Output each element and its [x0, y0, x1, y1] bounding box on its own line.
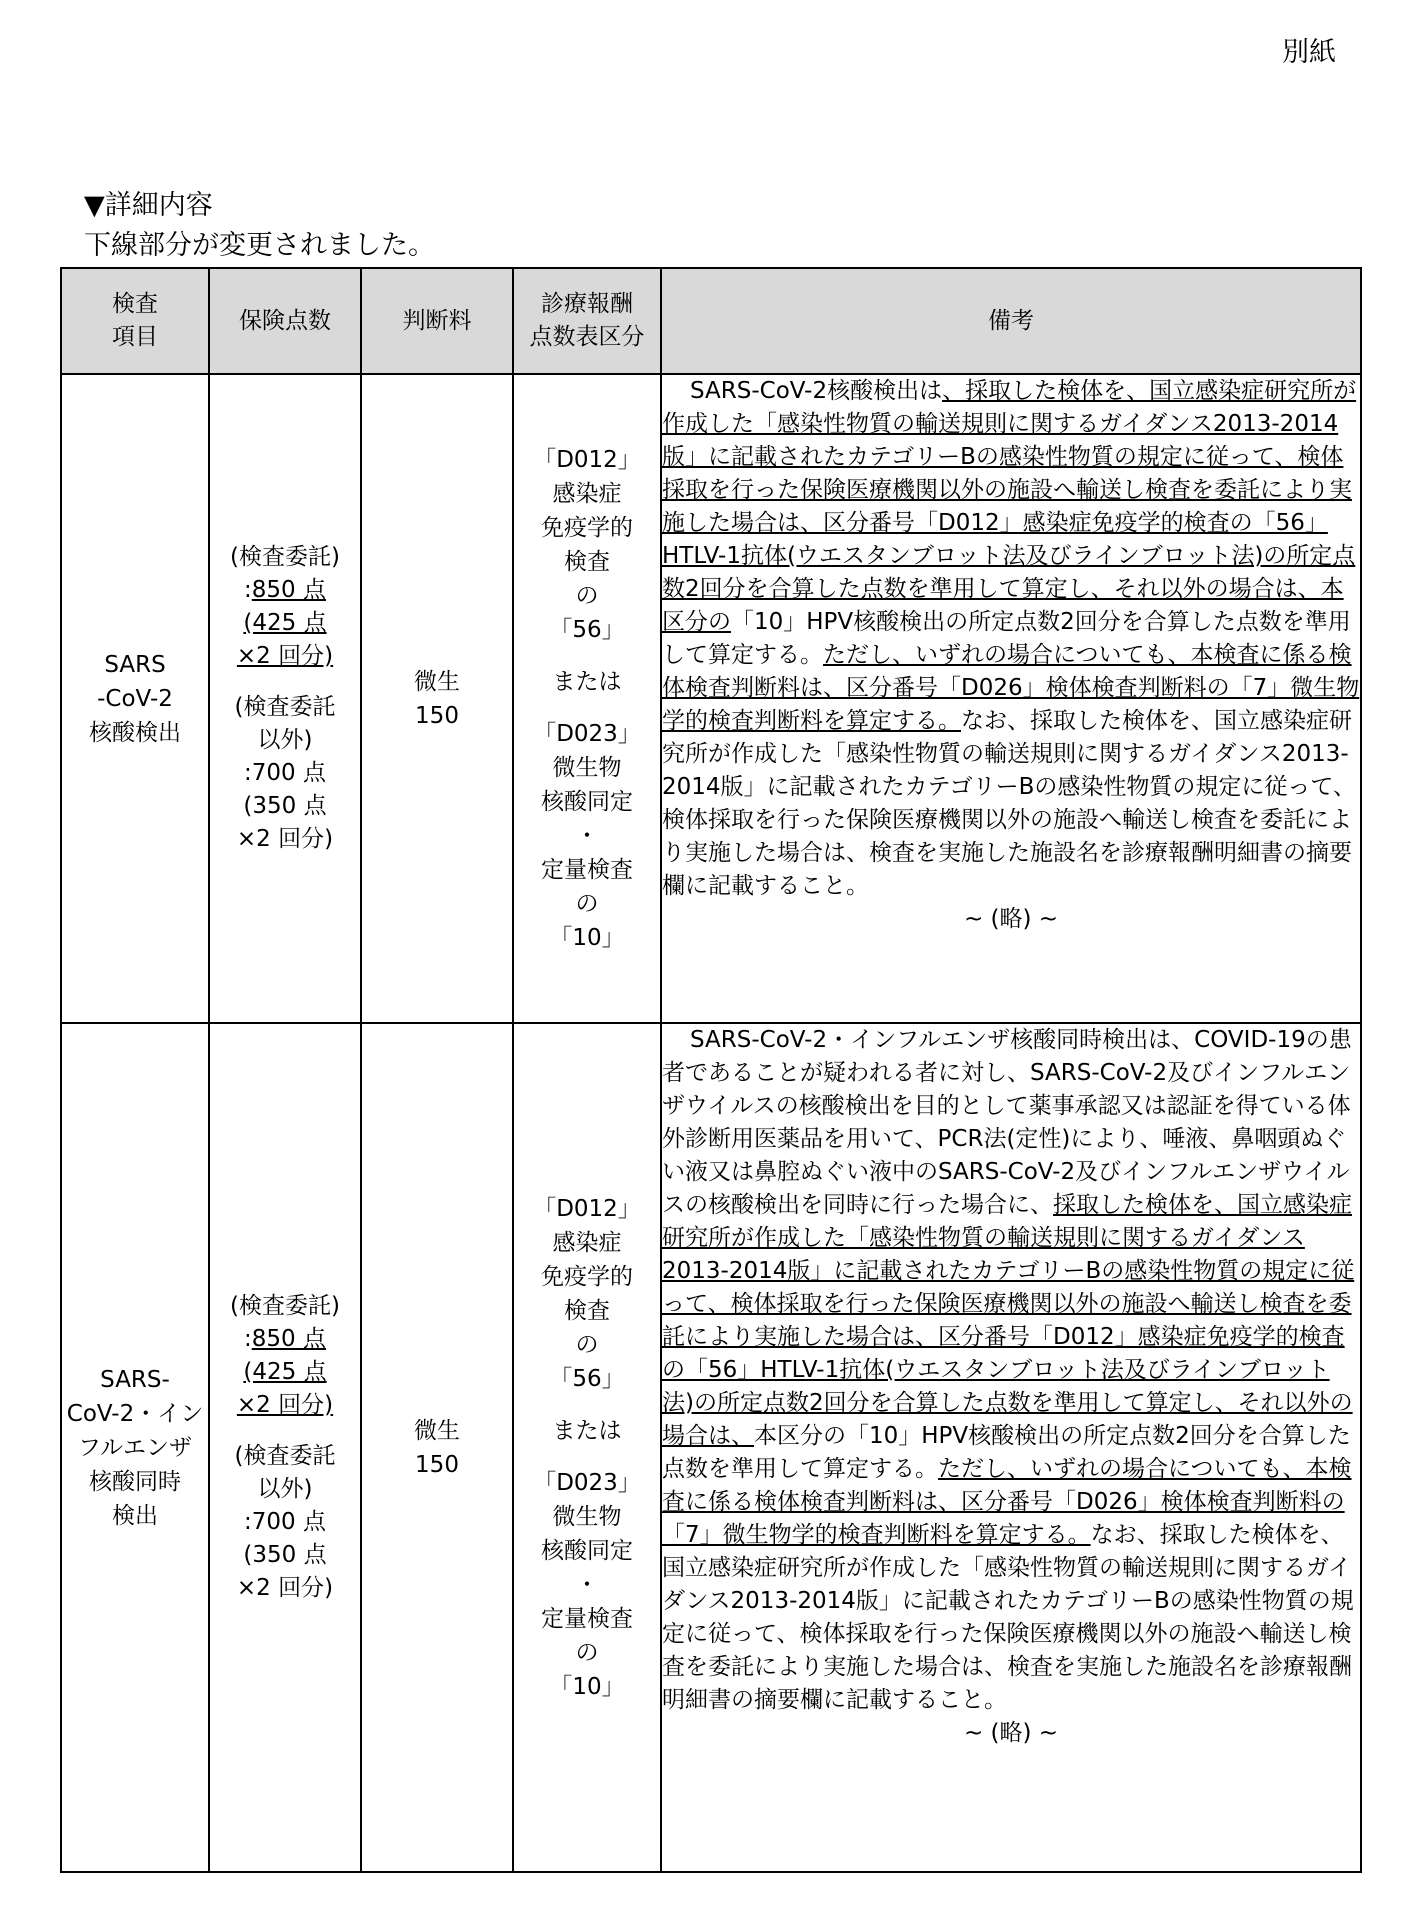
- header-points: 保険点数: [209, 268, 361, 374]
- table-row: [61, 1023, 1361, 1872]
- header-remarks: 備考: [661, 268, 1361, 374]
- insurance-points-cell: (検査委託) :850 点 (425 点 ×2 回分) (検査委託 以外) :700 点 (350 点 ×2 回分): [209, 374, 361, 1023]
- header-judgment: 判断料: [361, 268, 513, 374]
- test-item-cell: SARS- CoV-2・イン フルエンザ 核酸同時 検出: [61, 1023, 209, 1872]
- fee-schedule-cell: 「D012」 感染症 免疫学的 検査 の 「56」 または 「D023」 微生物 核酸同定 ・ 定量検査 の 「10」: [513, 374, 661, 1023]
- omitted-marker: ~ (略) ~: [963, 1720, 1059, 1746]
- remarks-cell: SARS-CoV-2核酸検出は、採取した検体を、国立感染症研究所が作成した「感染性物質の輸送規則に関するガイダンス2013-2014版」に記載されたカテゴリーBの感染性物質の規定に従って、検体採取を行った保険医療機関以外の施設へ輸送し検査を委託により実施した場合は、区分番号「D012」感染症免疫学的検査の「56」HTLV-1抗体(ウエスタンブロット法及びラインブロット法)の所定点数2回分を合算した点数を準用して算定し、それ以外の場合は、本区分の「10」HPV核酸検出の所定点数2回分を合算した点数を準用して算定する。ただし、いずれの場合についても、本検査に係る検体検査判断料は、区分番号「D026」検体検査判断料の「7」微生物学的検査判断料を算定する。なお、採取した検体を、国立感染症研究所が作成した「感染性物質の輸送規則に関するガイダンス2013-2014版」に記載されたカテゴリーBの感染性物質の規定に従って、検体採取を行った保険医療機関以外の施設へ輸送し検査を委託により実施した場合は、検査を実施した施設名を診療報酬明細書の摘要欄に記載すること。 ~ (略) ~: [661, 374, 1361, 1023]
- header-row: [61, 268, 1361, 374]
- section-title: ▼詳細内容: [84, 190, 213, 221]
- judgment-fee-cell: 微生 150: [361, 1023, 513, 1872]
- omitted-marker: ~ (略) ~: [963, 906, 1059, 932]
- table-row: [61, 374, 1361, 1023]
- header-category: 診療報酬 点数表区分: [513, 268, 661, 374]
- header-item: 検査 項目: [61, 268, 209, 374]
- detail-table: [60, 267, 1362, 1873]
- change-note: 下線部分が変更されました。: [84, 230, 435, 261]
- test-item-cell: SARS -CoV-2 核酸検出: [61, 374, 209, 1023]
- attachment-label: 別紙: [1282, 37, 1336, 68]
- insurance-points-cell: (検査委託) :850 点 (425 点 ×2 回分) (検査委託 以外) :700 点 (350 点 ×2 回分): [209, 1023, 361, 1872]
- judgment-fee-cell: 微生 150: [361, 374, 513, 1023]
- fee-schedule-cell: 「D012」 感染症 免疫学的 検査 の 「56」 または 「D023」 微生物 核酸同定 ・ 定量検査 の 「10」: [513, 1023, 661, 1872]
- remarks-cell: SARS-CoV-2・インフルエンザ核酸同時検出は、COVID-19の患者であることが疑われる者に対し、SARS-CoV-2及びインフルエンザウイルスの核酸検出を目的として薬事承認又は認証を得ている体外診断用医薬品を用いて、PCR法(定性)により、唾液、鼻咽頭ぬぐい液又は鼻腔ぬぐい液中のSARS-CoV-2及びインフルエンザウイルスの核酸検出を同時に行った場合に、採取した検体を、国立感染症研究所が作成した「感染性物質の輸送規則に関するガイダンス2013-2014版」に記載されたカテゴリーBの感染性物質の規定に従って、検体採取を行った保険医療機関以外の施設へ輸送し検査を委託により実施した場合は、区分番号「D012」感染症免疫学的検査の「56」HTLV-1抗体(ウエスタンブロット法及びラインブロット法)の所定点数2回分を合算した点数を準用して算定し、それ以外の場合は、本区分の「10」HPV核酸検出の所定点数2回分を合算した点数を準用して算定する。ただし、いずれの場合についても、本検査に係る検体検査判断料は、区分番号「D026」検体検査判断料の「7」微生物学的検査判断料を算定する。なお、採取した検体を、国立感染症研究所が作成した「感染性物質の輸送規則に関するガイダンス2013-2014版」に記載されたカテゴリーBの感染性物質の規定に従って、検体採取を行った保険医療機関以外の施設へ輸送し検査を委託により実施した場合は、検査を実施した施設名を診療報酬明細書の摘要欄に記載すること。 ~ (略) ~: [661, 1023, 1361, 1872]
